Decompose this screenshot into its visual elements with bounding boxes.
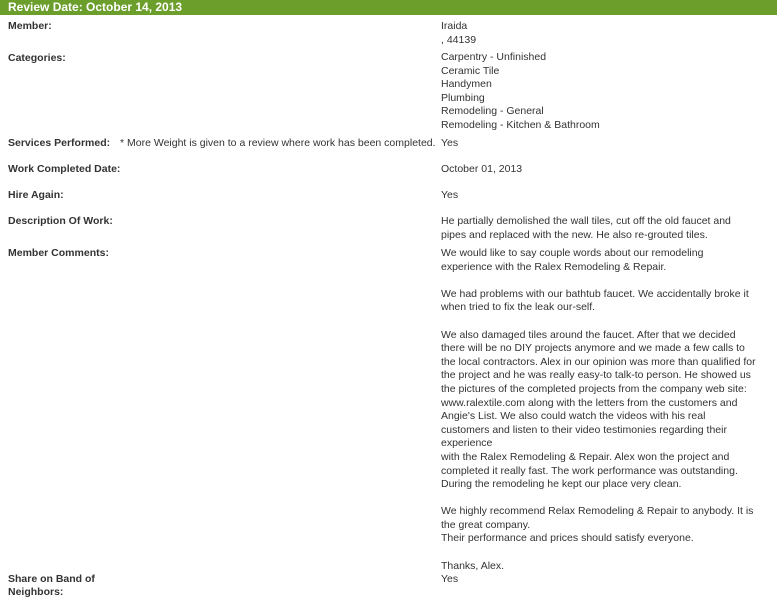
hire-again-value: Yes [441, 189, 459, 201]
description-line: He partially demolished the wall tiles, cut off the old faucet and [441, 215, 731, 227]
comment-line: Thanks, Alex. [441, 559, 505, 572]
member-comments-label: Member Comments: [8, 247, 109, 259]
description-of-work-value [441, 215, 766, 242]
category-item: Handymen [441, 78, 492, 91]
services-performed-label: Services Performed: [8, 137, 111, 149]
category-item: Carpentry - Unfinished [441, 51, 547, 63]
comment-line: with the Ralex Remodeling & Repair. Alex won the project and [441, 450, 730, 463]
member-zip: , 44139 [441, 33, 477, 46]
comment-paragraph [441, 560, 766, 574]
comment-paragraph [441, 288, 766, 315]
member-value [441, 20, 766, 47]
comment-line: Their performance and prices should satisfy everyone. [441, 532, 694, 545]
comment-paragraph [441, 329, 766, 492]
comment-line: www.ralextile.com along with the letters from the customers and [441, 396, 738, 409]
review-date-header: Review Date: October 14, 2013 [0, 0, 777, 15]
comment-paragraph [441, 247, 766, 274]
share-label [8, 573, 95, 599]
category-item: Plumbing [441, 91, 485, 104]
comment-line: the project and he was really easy-to talk-to person. He showed us [441, 369, 751, 382]
comment-line: the local contractors. Alex in our opinion was more than qualified for [441, 355, 756, 368]
work-completed-date-value: October 01, 2013 [441, 163, 523, 175]
comment-line: Angie's List. We also could watch the videos with his real [441, 410, 706, 423]
share-value: Yes [441, 573, 459, 585]
comment-line: when tried to fix the leak our-self. [441, 301, 596, 314]
description-line: pipes and replaced with the new. He also re-grouted tiles. [441, 228, 708, 241]
category-item: Remodeling - Kitchen & Bathroom [441, 118, 600, 131]
hire-again-label: Hire Again: [8, 189, 64, 201]
comment-line: We had problems with our bathtub faucet. We accidentally broke it [441, 287, 749, 300]
comment-line: the pictures of the completed projects from the company web site: [441, 382, 747, 395]
categories-label: Categories: [8, 52, 66, 64]
services-performed-note: * More Weight is given to a review where work has been completed. [120, 137, 436, 149]
comment-paragraph [441, 505, 766, 546]
comment-line: the great company. [441, 518, 531, 531]
member-name: Iraida [441, 20, 468, 32]
comment-line: We would like to say couple words about our remodeling [441, 247, 704, 259]
share-label-line: Share on Band of [8, 573, 95, 585]
category-item: Ceramic Tile [441, 64, 500, 77]
work-completed-date-label: Work Completed Date: [8, 163, 121, 175]
share-label-line: Neighbors: [8, 586, 64, 598]
comment-line: customers and listen to their video testimonies regarding their [441, 423, 727, 436]
comment-line: We also damaged tiles around the faucet. After that we decided [441, 328, 736, 341]
comment-line: We highly recommend Relax Remodeling & Repair to anybody. It is [441, 505, 754, 518]
member-label: Member: [8, 20, 52, 32]
services-performed-value: Yes [441, 137, 459, 149]
comment-line: completed it really fast. The work performance was outstanding. [441, 464, 738, 477]
categories-list [441, 51, 766, 133]
comment-line: there will be no DIY projects anymore and we made a few calls to [441, 342, 745, 355]
member-comments-value [441, 247, 766, 587]
comment-line: During the remodeling he kept our place very clean. [441, 478, 682, 491]
description-of-work-label: Description Of Work: [8, 215, 113, 227]
comment-line: experience [441, 437, 493, 450]
category-item: Remodeling - General [441, 105, 544, 118]
comment-line: experience with the Ralex Remodeling & Repair. [441, 260, 667, 273]
